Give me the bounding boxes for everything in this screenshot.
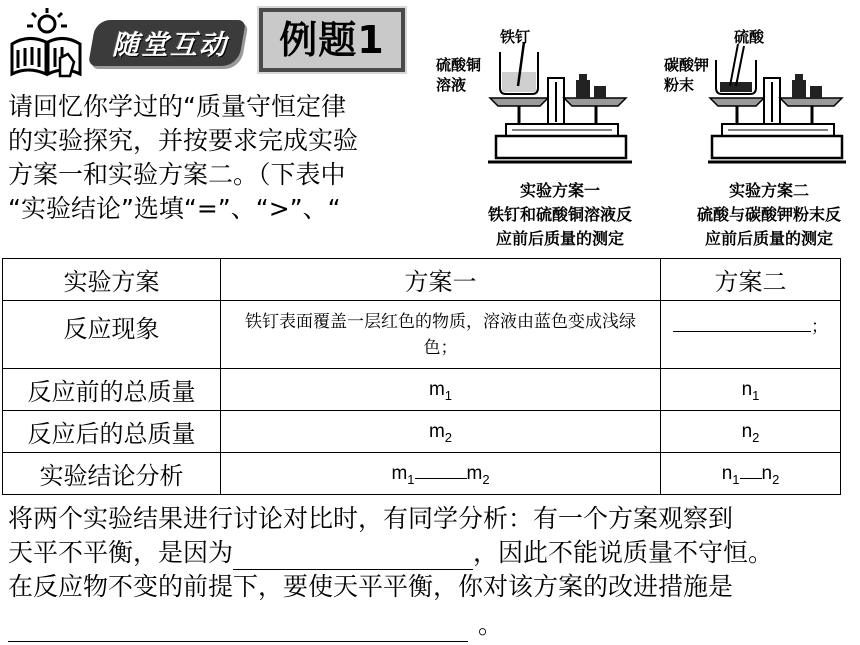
row-label-phenomenon: 反应现象 [3,301,221,369]
label-potassium-carbonate-2: 粉末 [664,76,695,94]
header-plan: 实验方案 [3,259,221,301]
intro-line-4: “实验结论”选填“=”、“>”、“ [8,194,341,223]
intro-line-2: 的实验探究，并按要求完成实验 [8,126,359,155]
label-potassium-carbonate-1: 碳酸钾 [664,56,710,74]
experiment-1-caption-line-3: 应前后质量的测定 [495,229,624,248]
label-sulfuric-acid: 硫酸 [734,28,765,46]
discussion-line-2: 天平不平衡，是因为 ，因此不能说质量不守恒。 [8,536,773,570]
plan-1-conclusion[interactable]: $m_1$ $m_2$ [221,453,661,495]
label-iron-nail: 铁钉 [500,28,531,46]
table-row [3,301,841,369]
answer-blank[interactable] [233,543,473,570]
interact-badge-label: 随堂互动 [112,30,228,61]
balance-scale-beaker-icon [486,42,634,170]
answer-blank[interactable] [415,462,467,479]
plan-2-conclusion[interactable]: $n_1$ $n_2$ [661,453,841,495]
table-row [3,369,841,411]
balance-scale-flask-icon [708,42,848,170]
plan-1-phenomenon: 铁钉表面覆盖一层红色的物质，溶液由蓝色变成浅绿色； [221,301,661,369]
plan-2-mass-before: $n_1$ [661,369,841,411]
plan-1-mass-after: $m_2$ [221,411,661,453]
plan-1-mass-before: $m_1$ [221,369,661,411]
header-plan-2: 方案二 [661,259,841,301]
book-reading-icon [8,6,86,78]
intro-line-3: 方案一和实验方案二。（下表中 [8,160,346,189]
row-label-mass-before: 反应前的总质量 [3,369,221,411]
plan-2-phenomenon-blank[interactable] [661,301,841,369]
discussion-line-1: 将两个实验结果进行讨论对比时，有同学分析：有一个方案观察到 [8,504,734,533]
label-copper-sulfate-2: 溶液 [436,76,467,94]
row-label-conclusion: 实验结论分析 [3,453,221,495]
example-badge-label: 例题1 [263,12,401,68]
experiment-1-caption-title: 实验方案一 [519,181,600,200]
intro-line-1: 请回忆你学过的“质量守恒定律 [8,92,346,121]
table-row [3,411,841,453]
header [0,0,430,80]
plan-2-mass-after: $n_2$ [661,411,841,453]
discussion-line-4: 。 [8,608,503,642]
answer-blank[interactable] [8,615,468,642]
header-plan-1: 方案一 [221,259,661,301]
experiment-2-caption-title: 实验方案二 [728,181,809,200]
experiment-1-caption-line-2: 铁钉和硫酸铜溶液反 [487,205,632,224]
experiment-table [2,258,841,495]
experiment-2-caption-line-3: 应前后质量的测定 [704,229,833,248]
row-label-mass-after: 反应后的总质量 [3,411,221,453]
semicolon: ； [811,317,828,337]
table-row [3,453,841,495]
experiment-2-caption-line-2: 硫酸与碳酸钾粉末反 [696,205,841,224]
label-copper-sulfate-1: 硫酸铜 [436,56,482,74]
table-header-row [3,259,841,301]
answer-blank[interactable] [673,311,811,332]
answer-blank[interactable] [740,462,762,479]
discussion-line-3: 在反应物不变的前提下，要使天平平衡，你对该方案的改进措施是 [8,572,734,601]
